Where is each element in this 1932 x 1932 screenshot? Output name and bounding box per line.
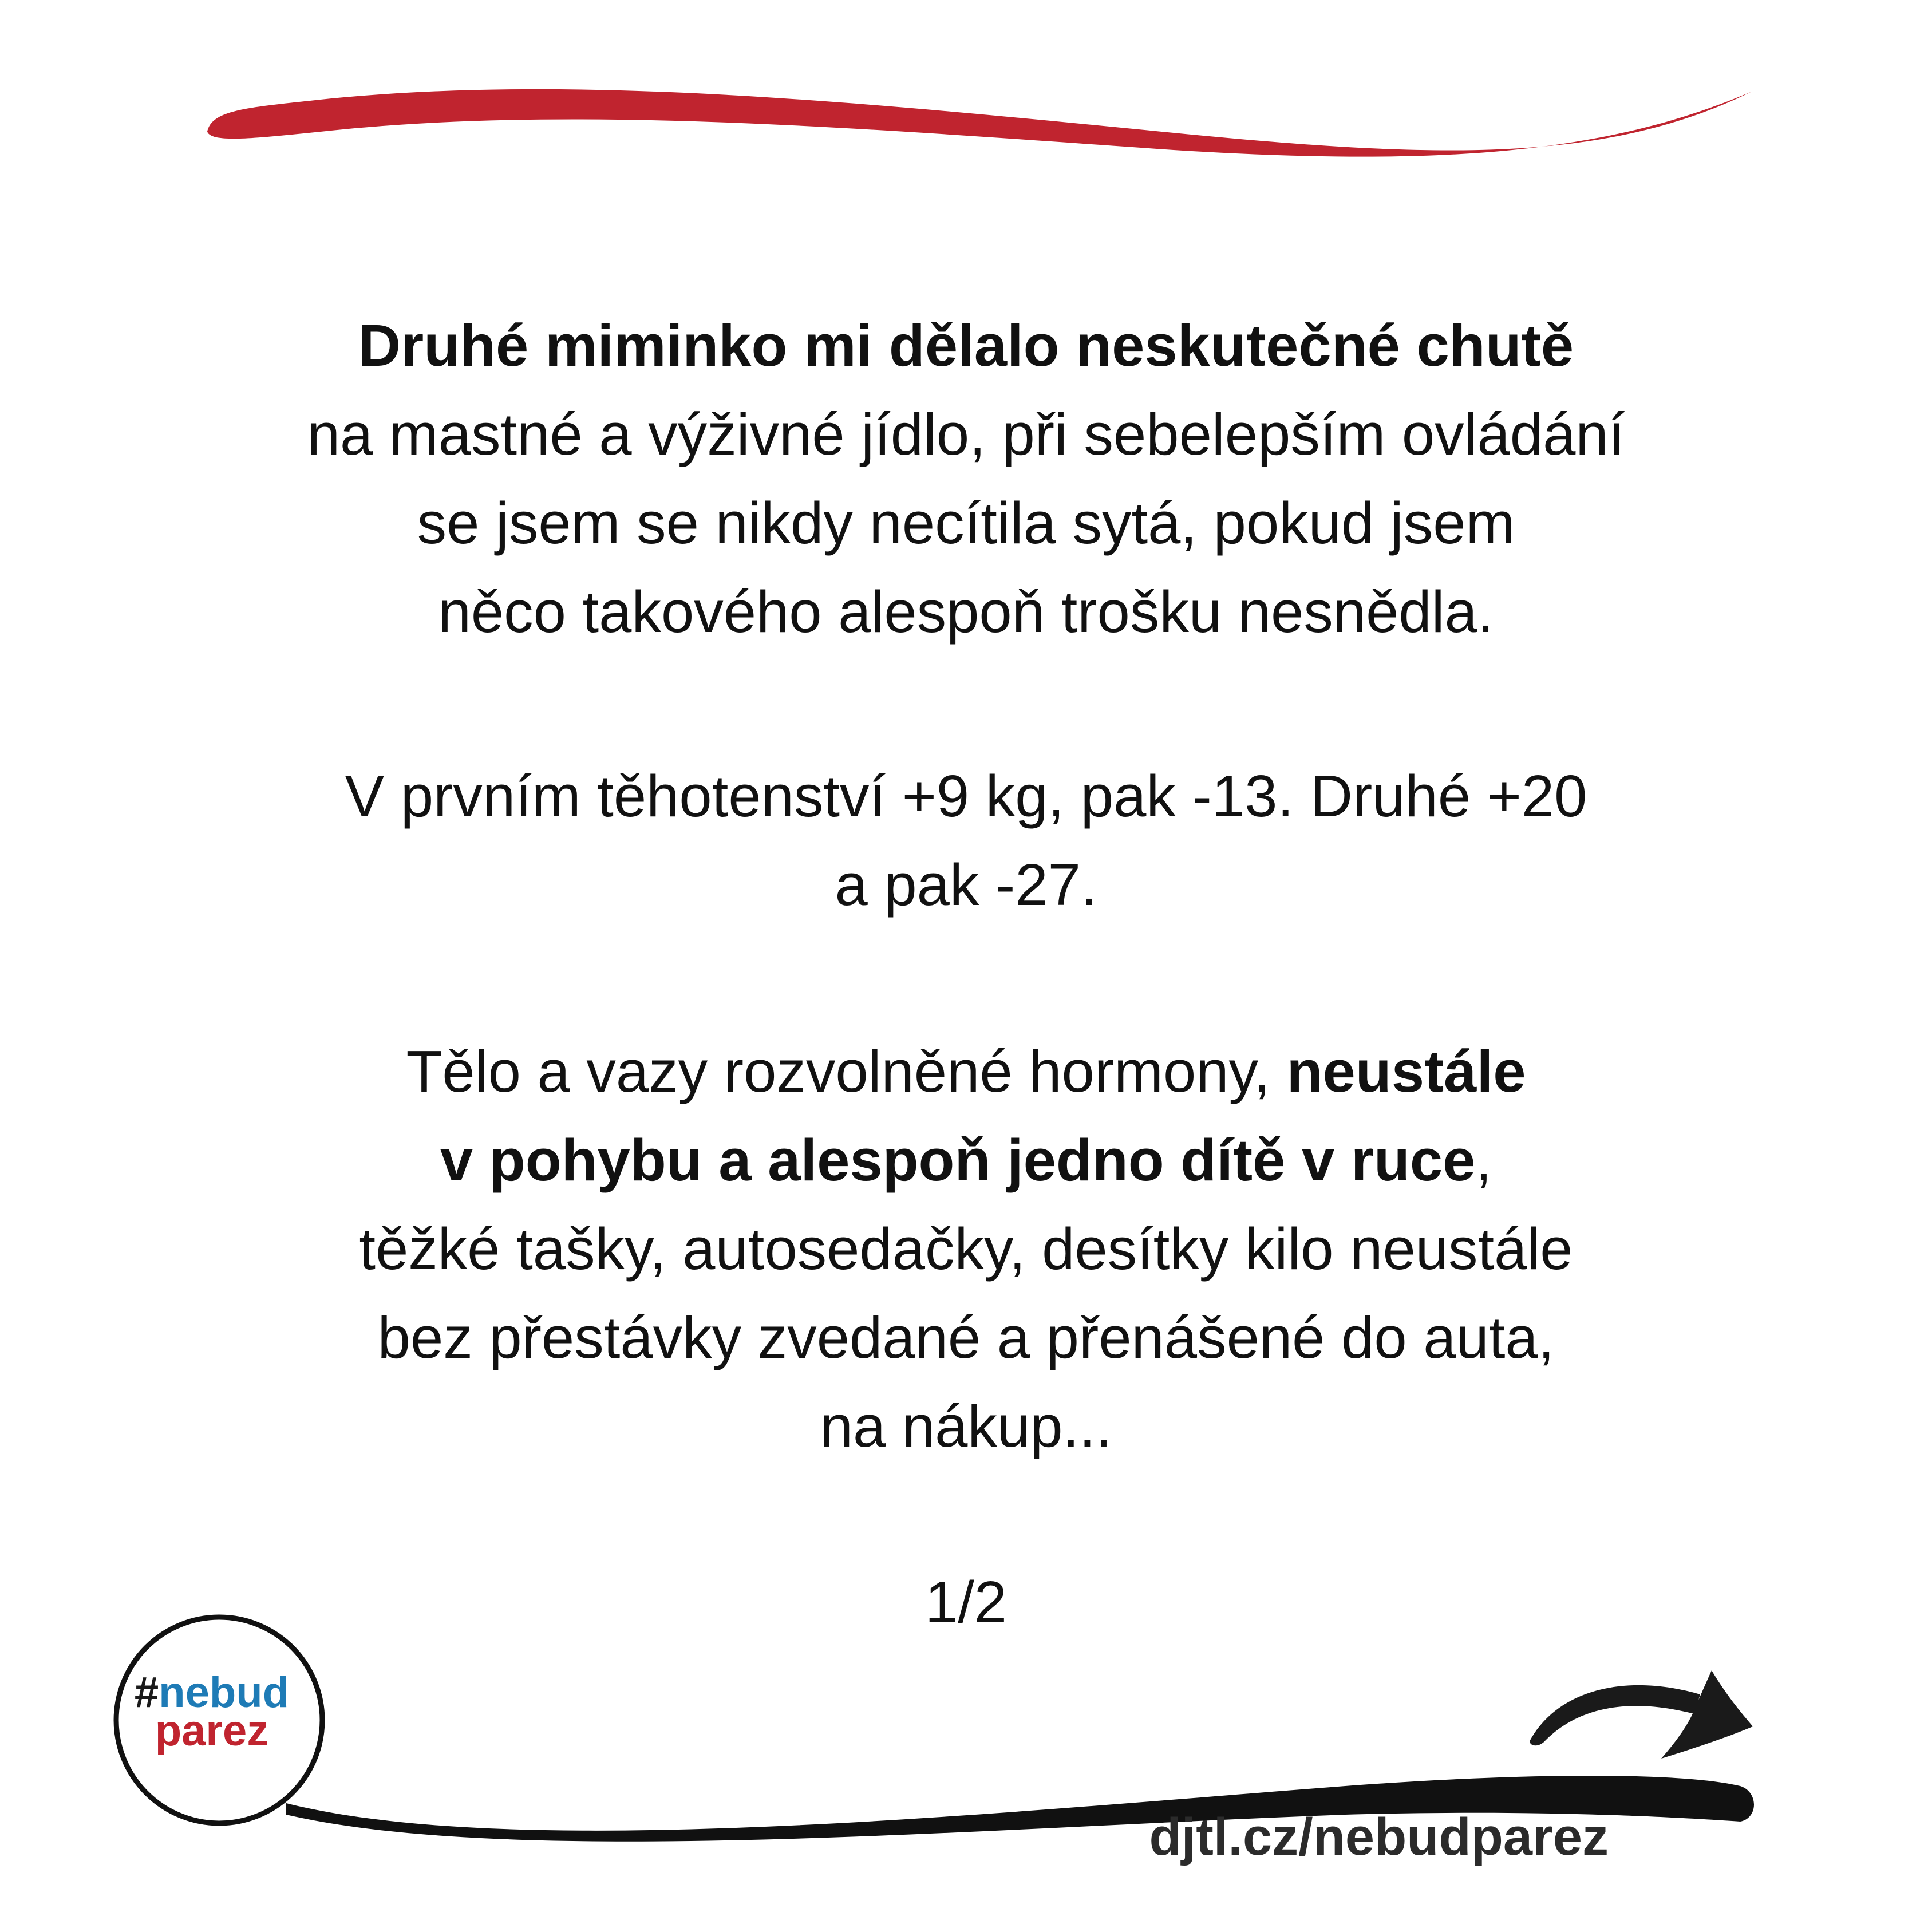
paragraph-3-line-1-bold: neustále: [1286, 1038, 1526, 1104]
paragraph-3-line-5: na nákup...: [820, 1393, 1112, 1459]
logo-word-parez: parez: [155, 1706, 269, 1755]
paragraph-2: [0, 752, 1932, 929]
paragraph-3-line-1: [0, 1027, 1932, 1116]
curved-arrow-right-icon: [1530, 1670, 1753, 1759]
paragraph-1-line-2: na mastné a výživné jídlo, při sebelepším ovládání: [307, 401, 1625, 467]
top-red-brush-stroke: [207, 89, 1752, 157]
paragraph-3-line-2: [0, 1116, 1932, 1204]
paragraph-1-line-1: Druhé miminko mi dělalo neskutečné chutě: [358, 313, 1574, 378]
paragraph-2-line-2: a pak -27.: [835, 852, 1097, 918]
paragraph-3-line-4: bez přestávky zvedané a přenášené do auta,: [377, 1305, 1555, 1370]
page-indicator: 1/2: [924, 1569, 1008, 1635]
paragraph-1-line-3: se jsem se nikdy necítila sytá, pokud jsem: [417, 490, 1515, 556]
paragraph-2-line-1: V prvním těhotenství +9 kg, pak -13. Druhé +20: [345, 763, 1587, 829]
paragraph-1: [0, 301, 1932, 656]
paragraph-1-line-4: něco takového alespoň trošku nesnědla.: [438, 579, 1494, 645]
footer-url: djtl.cz/nebudparez: [1149, 1808, 1609, 1866]
paragraph-3-line-2-regular: ,: [1475, 1127, 1492, 1193]
logo-line-2: [103, 1706, 321, 1755]
logo-hash: #: [134, 1668, 159, 1717]
paragraph-3-line-2-bold: v pohybu a alespoň jedno dítě v ruce: [440, 1127, 1476, 1193]
paragraph-3: [0, 1027, 1932, 1471]
logo-word-nebud: nebud: [159, 1668, 290, 1717]
paragraph-3-line-3: těžké tašky, autosedačky, desítky kilo neustále: [359, 1216, 1573, 1282]
paragraph-3-line-1-regular: Tělo a vazy rozvolněné hormony,: [406, 1038, 1287, 1104]
